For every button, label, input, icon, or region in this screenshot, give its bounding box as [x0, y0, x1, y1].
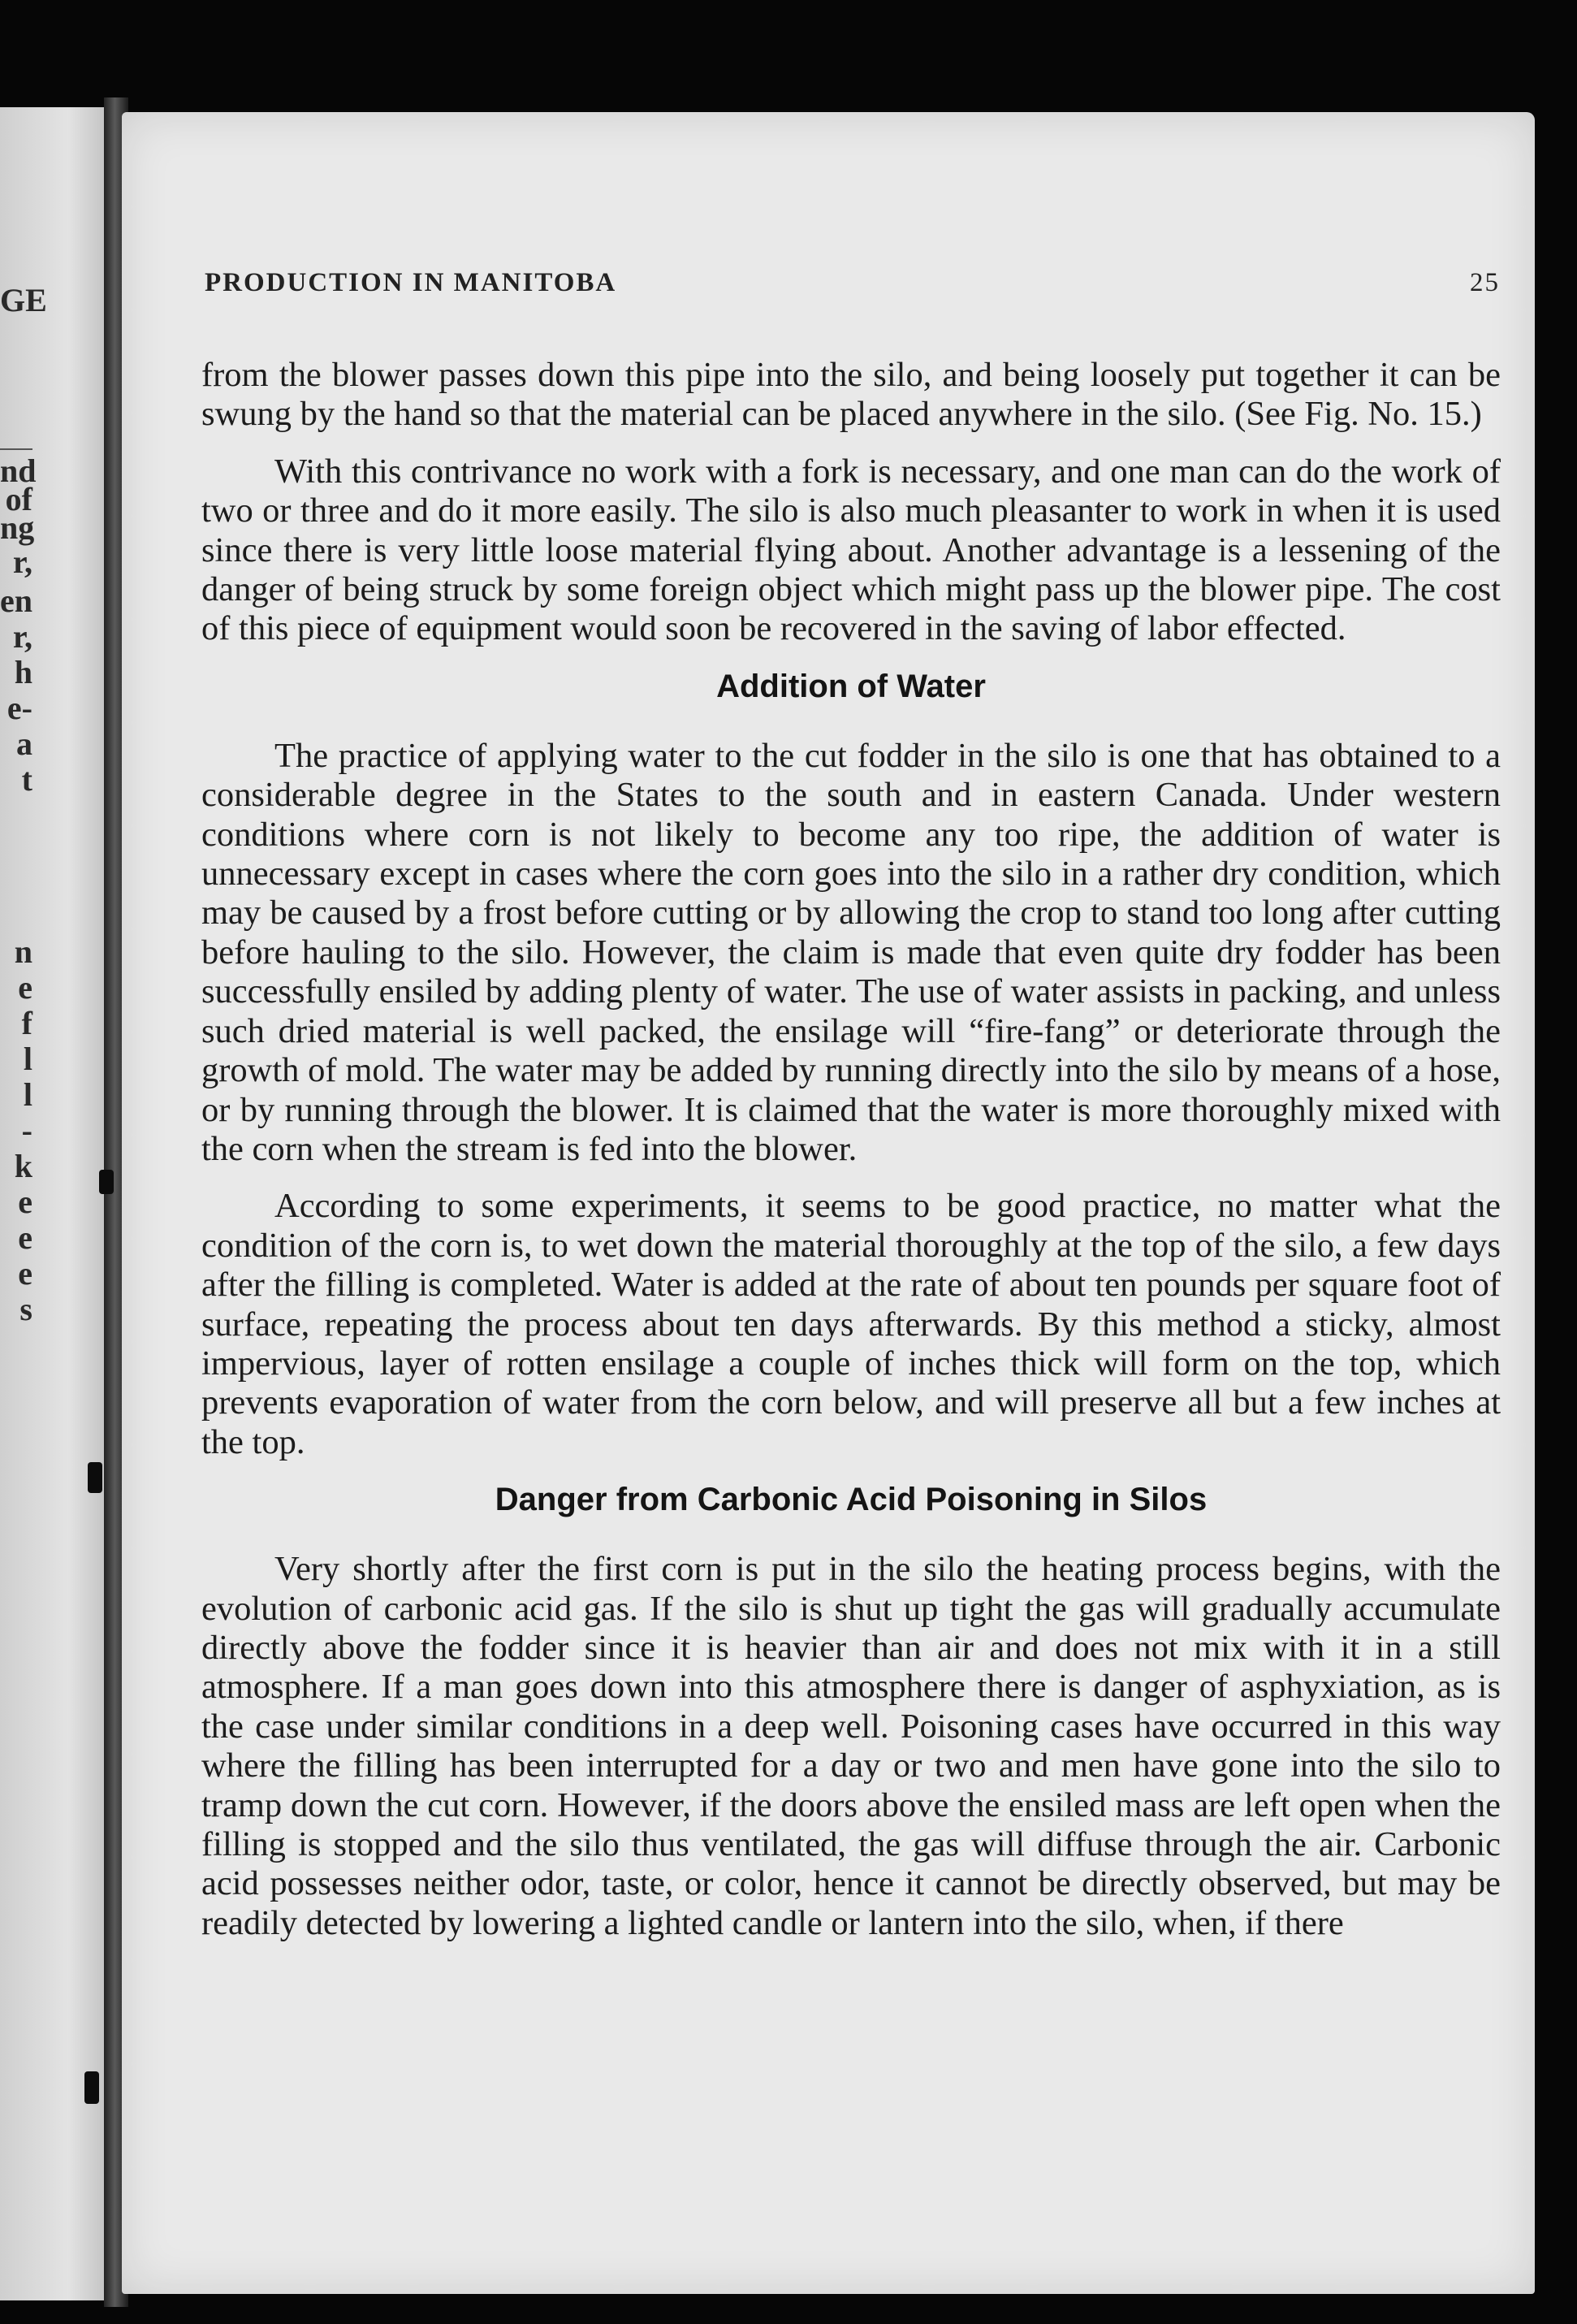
- book-page: [122, 112, 1535, 2294]
- paragraph-carbonic-acid: Very shortly after the first corn is put in the silo the heating process begins, with the evolution of carbonic acid gas. If the silo is shut up tight the gas will gradually accumulate directly above the fodder since it is heavier than air and does not mix with it in a still atmosphere. If a man goes down into this atmosphere there is danger of asphyxiation, as is the case under similar conditions in a deep well. Poisoning cases have occurred in this way where the filling has been interrupted for a day or two and men have gone into the silo to tramp down the cut corn. However, if the doors above the ensiled mass are left open when the filling is stopped and the silo thus ventilated, the gas will diffuse through the air. Carbonic acid possesses neither odor, taste, or color, hence it cannot be directly observed, but may be readily detected by lowering a lighted candle or lantern into the silo, when, if there: [201, 1550, 1501, 1942]
- left-page-fragment: r,: [12, 618, 32, 655]
- running-head-title: PRODUCTION IN MANITOBA: [205, 268, 617, 297]
- left-page-edge: [0, 107, 114, 2300]
- left-page-fragment: r,: [12, 543, 32, 580]
- left-page-fragment: l: [23, 1076, 32, 1113]
- left-page-fragment: -: [21, 1112, 32, 1149]
- left-page-fragment: t: [21, 761, 32, 798]
- running-head: [205, 268, 1500, 298]
- left-page-fragment: e: [18, 1184, 32, 1220]
- left-page-fragment: n: [14, 933, 32, 970]
- section-heading-addition-of-water: Addition of Water: [716, 668, 986, 704]
- left-page-fragment: GE: [0, 282, 47, 318]
- paragraph-applying-water: The practice of applying water to the cut fodder in the silo is one that has obtained to a considerable degree in the States to the south and in eastern Canada. Under western conditions where corn is not likely to become any too ripe, the addition of water is unnecessary except in cases where the corn goes into the silo in a rather dry condition, which may be caused by a frost before cutting or by allowing the crop to stand too long after cutting before hauling to the silo. However, the claim is made that even quite dry fodder has been successfully ensiled by adding plenty of water. The use of water assists in packing, and unless such dried material is well packed, the ensilage will “fire-fang” or deteriorate through the growth of mold. The water may be added by running directly into the silo by means of a hose, or by running through the blower. It is claimed that the water is more thoroughly mixed with the corn when the stream is fed into the blower.: [201, 736, 1501, 1168]
- paragraph-continued: from the blower passes down this pipe into the silo, and being loosely put together it can be swung by the hand so that the material can be placed anywhere in the silo. (See Fig. No. 15.): [201, 356, 1501, 434]
- paragraph-blower-pipe: With this contrivance no work with a fork is necessary, and one man can do the work of two or three and do it more easily. The silo is also much pleasanter to work in when it is used since there is very little loose material flying about. Another advantage is a lessening of the danger of being struck by some foreign object which might pass up the blower pipe. The cost of this piece of equipment would soon be recovered in the saving of labor effected.: [201, 452, 1501, 648]
- left-page-fragment: ng: [0, 509, 35, 546]
- left-page-fragment: e: [18, 969, 32, 1006]
- left-page-fragment: k: [14, 1148, 32, 1184]
- left-page-fragment: l: [23, 1041, 32, 1077]
- left-page-fragment: h: [14, 654, 32, 690]
- left-page-fragment: f: [21, 1005, 32, 1041]
- page-body: [201, 356, 1501, 1961]
- left-page-fragment: a: [16, 725, 32, 762]
- left-page-fragment: e-: [6, 690, 32, 726]
- left-page-fragment: s: [19, 1291, 32, 1327]
- page-number: 25: [1470, 268, 1500, 297]
- binding-mark: [99, 1170, 114, 1194]
- left-page-fragment: en: [0, 582, 32, 619]
- left-page-fragment: of: [5, 481, 32, 517]
- binding-mark: [88, 1462, 102, 1493]
- paragraph-wet-down-top: According to some experiments, it seems to be good practice, no matter what the condition of the corn is, to wet down the material thoroughly at the top of the silo, a few days after the filling is completed. Water is added at the rate of about ten pounds per square foot of surface, repeating the process about ten days afterwards. By this method a sticky, almost impervious, layer of rotten ensilage a couple of inches thick will form on the top, which prevents evaporation of water from the corn below, and will preserve all but a few inches at the top.: [201, 1187, 1501, 1461]
- section-heading-carbonic-acid: Danger from Carbonic Acid Poisoning in Silos: [495, 1482, 1208, 1518]
- left-page-fragment: e: [18, 1219, 32, 1256]
- left-page-fragment: e: [18, 1255, 32, 1292]
- binding-mark: [84, 2071, 99, 2104]
- left-page-fragment: nd: [0, 452, 37, 489]
- left-page-rule: [0, 448, 32, 450]
